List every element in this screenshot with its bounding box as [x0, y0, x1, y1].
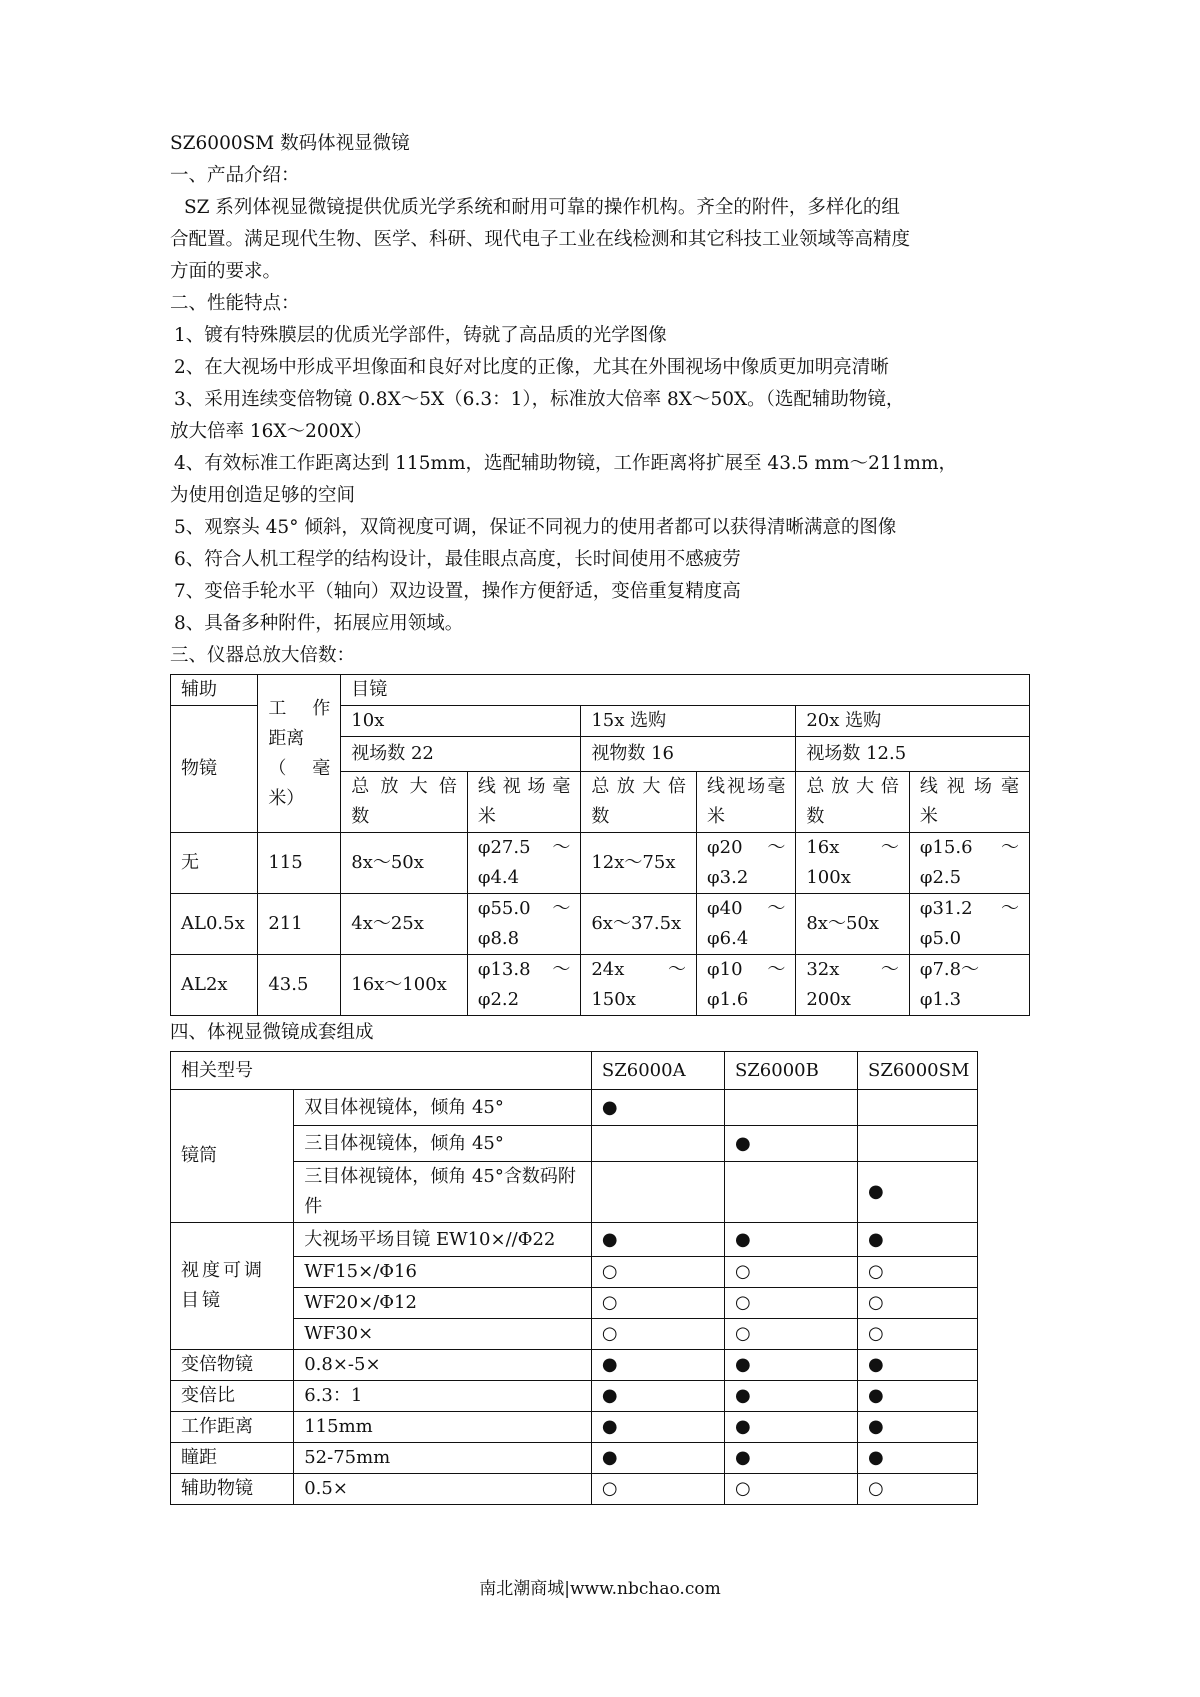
config-item: WF20×/Φ12: [294, 1288, 592, 1319]
document-title: SZ6000SM 数码体视显微镜: [170, 133, 410, 154]
feature-item-continued: 为使用创造足够的空间: [170, 485, 356, 506]
config-mark: ●: [591, 1090, 724, 1126]
linear-field-cell: φ20 ～ φ3.2: [697, 833, 796, 894]
config-item: 115mm: [294, 1412, 592, 1443]
header-working-distance: 工 作 距离 （ 毫 米）: [258, 675, 341, 833]
config-item: 三目体视镜体，倾角 45°: [294, 1126, 592, 1162]
config-mark: [857, 1126, 977, 1162]
config-mark: ●: [591, 1223, 724, 1257]
header-linear-field: 线视场毫 米: [467, 772, 581, 833]
config-rows: [171, 1090, 978, 1505]
intro-line: SZ 系列体视显微镜提供优质光学系统和耐用可靠的操作机构。齐全的附件，多样化的组: [184, 197, 900, 218]
aux-objective-cell: 无: [171, 833, 258, 894]
config-item: 6.3：1: [294, 1381, 592, 1412]
header-aux: 辅助: [171, 675, 258, 706]
header-eyepiece: 目镜: [341, 675, 1030, 706]
config-heading: 四、体视显微镜成套组成: [170, 1022, 374, 1043]
config-group-name: 工作距离: [171, 1412, 294, 1443]
config-group-name: 镜筒: [171, 1090, 294, 1223]
config-mark: ○: [857, 1474, 977, 1505]
config-group-name: 瞳距: [171, 1443, 294, 1474]
header-eyepiece-10x: 10x: [341, 706, 581, 737]
feature-item: 2、在大视场中形成平坦像面和良好对比度的正像，尤其在外围视场中像质更加明亮清晰: [174, 357, 889, 378]
total-mag-cell: 16x ～ 100x: [796, 833, 910, 894]
header-eyepiece-20x: 20x 选购: [796, 706, 1030, 737]
config-mark: ●: [857, 1350, 977, 1381]
linear-field-cell: φ40 ～ φ6.4: [697, 894, 796, 955]
config-mark: ●: [857, 1162, 977, 1223]
intro-line: 合配置。满足现代生物、医学、科研、现代电子工业在线检测和其它科技工业领域等高精度: [170, 229, 911, 250]
feature-item: 3、采用连续变倍物镜 0.8X～5X（6.3：1），标准放大倍率 8X～50X。（选配辅助物镜，: [174, 389, 905, 410]
linear-field-cell: φ15.6 ～ φ2.5: [909, 833, 1029, 894]
config-mark: [724, 1090, 857, 1126]
features-list: [170, 320, 1030, 640]
intro-paragraph: [170, 192, 1030, 288]
feature-item: 6、符合人机工程学的结构设计，最佳眼点高度，长时间使用不感疲劳: [174, 549, 741, 570]
config-item: 52-75mm: [294, 1443, 592, 1474]
header-total-mag: 总放大倍 数: [341, 772, 468, 833]
total-mag-cell: 24x ～ 150x: [581, 955, 697, 1016]
total-mag-cell: 8x～50x: [796, 894, 910, 955]
config-mark: ○: [591, 1288, 724, 1319]
config-mark: ●: [591, 1350, 724, 1381]
feature-item: 7、变倍手轮水平（轴向）双边设置，操作方便舒适，变倍重复精度高: [174, 581, 741, 602]
header-total-mag: 总放大倍 数: [796, 772, 910, 833]
feature-item-continued: 放大倍率 16X～200X）: [170, 421, 373, 442]
config-mark: ○: [724, 1319, 857, 1350]
config-mark: ●: [591, 1412, 724, 1443]
config-mark: ○: [724, 1288, 857, 1319]
header-field-number: 视场数 12.5: [796, 737, 1030, 772]
total-mag-cell: 6x～37.5x: [581, 894, 697, 955]
feature-item: 4、有效标准工作距离达到 115mm，选配辅助物镜，工作距离将扩展至 43.5 mm～211mm，: [174, 453, 957, 474]
config-mark: ○: [857, 1288, 977, 1319]
total-mag-cell: 32x ～ 200x: [796, 955, 910, 1016]
total-mag-cell: 4x～25x: [341, 894, 468, 955]
linear-field-cell: φ31.2 ～ φ5.0: [909, 894, 1029, 955]
config-row: [171, 1443, 978, 1474]
config-mark: ●: [724, 1223, 857, 1257]
magnification-rows: [171, 833, 1030, 1016]
magnification-row: [171, 833, 1030, 894]
config-mark: ●: [724, 1126, 857, 1162]
config-header-model: SZ6000B: [724, 1052, 857, 1090]
config-mark: ●: [724, 1350, 857, 1381]
config-header-model: SZ6000SM: [857, 1052, 977, 1090]
linear-field-cell: φ13.8 ～ φ2.2: [467, 955, 581, 1016]
total-mag-cell: 16x～100x: [341, 955, 468, 1016]
header-linear-field: 线视场毫 米: [697, 772, 796, 833]
config-item: 0.5×: [294, 1474, 592, 1505]
config-header-label: 相关型号: [171, 1052, 592, 1090]
config-mark: ○: [724, 1474, 857, 1505]
config-row: [171, 1381, 978, 1412]
config-group-name: 辅助物镜: [171, 1474, 294, 1505]
config-row: [171, 1090, 978, 1126]
document-page: [170, 128, 1030, 1505]
config-row: [171, 1350, 978, 1381]
config-mark: ●: [724, 1381, 857, 1412]
header-field-number: 视场数 22: [341, 737, 581, 772]
header-total-mag: 总放大倍 数: [581, 772, 697, 833]
config-item: 0.8×-5×: [294, 1350, 592, 1381]
config-mark: ●: [724, 1443, 857, 1474]
config-mark: ●: [591, 1381, 724, 1412]
magnification-heading: 三、仪器总放大倍数：: [170, 645, 356, 666]
magnification-row: [171, 894, 1030, 955]
working-distance-cell: 211: [258, 894, 341, 955]
config-mark: ●: [857, 1412, 977, 1443]
linear-field-cell: φ55.0 ～ φ8.8: [467, 894, 581, 955]
linear-field-cell: φ7.8～φ1.3: [909, 955, 1029, 1016]
config-group-name: 视度可调目镜: [171, 1223, 294, 1350]
config-row: [171, 1474, 978, 1505]
total-mag-cell: 8x～50x: [341, 833, 468, 894]
config-mark: [857, 1090, 977, 1126]
config-item: WF30×: [294, 1319, 592, 1350]
config-mark: ●: [724, 1412, 857, 1443]
config-mark: ○: [591, 1319, 724, 1350]
magnification-table: [170, 674, 1030, 1016]
config-mark: ○: [857, 1319, 977, 1350]
header-eyepiece-15x: 15x 选购: [581, 706, 796, 737]
intro-heading: 一、产品介绍：: [170, 165, 300, 186]
config-item: WF15×/Φ16: [294, 1257, 592, 1288]
feature-item: 8、具备多种附件，拓展应用领域。: [174, 613, 464, 634]
config-mark: ●: [857, 1223, 977, 1257]
config-row: [171, 1223, 978, 1257]
aux-objective-cell: AL0.5x: [171, 894, 258, 955]
working-distance-cell: 43.5: [258, 955, 341, 1016]
config-header-model: SZ6000A: [591, 1052, 724, 1090]
config-mark: ○: [724, 1257, 857, 1288]
header-field-number: 视物数 16: [581, 737, 796, 772]
config-mark: ●: [591, 1443, 724, 1474]
config-mark: ●: [857, 1381, 977, 1412]
linear-field-cell: φ27.5 ～ φ4.4: [467, 833, 581, 894]
config-group-name: 变倍比: [171, 1381, 294, 1412]
header-linear-field: 线视场毫 米: [909, 772, 1029, 833]
aux-objective-cell: AL2x: [171, 955, 258, 1016]
footer-source: 南北潮商城|www.nbchao.com: [479, 1579, 721, 1599]
config-mark: ○: [857, 1257, 977, 1288]
config-row: [171, 1412, 978, 1443]
config-mark: [724, 1162, 857, 1223]
feature-item: 5、观察头 45° 倾斜，双筒视度可调，保证不同视力的使用者都可以获得清晰满意的图像: [174, 517, 897, 538]
total-mag-cell: 12x～75x: [581, 833, 697, 894]
config-mark: ○: [591, 1257, 724, 1288]
config-item: 双目体视镜体，倾角 45°: [294, 1090, 592, 1126]
features-heading: 二、性能特点：: [170, 293, 300, 314]
config-item: 三目体视镜体，倾角 45°含数码附件: [294, 1162, 592, 1223]
feature-item: 1、镀有特殊膜层的优质光学部件，铸就了高品质的光学图像: [174, 325, 667, 346]
config-mark: ●: [857, 1443, 977, 1474]
working-distance-cell: 115: [258, 833, 341, 894]
magnification-row: [171, 955, 1030, 1016]
config-mark: ○: [591, 1474, 724, 1505]
header-objective: 物镜: [171, 706, 258, 833]
config-mark: [591, 1162, 724, 1223]
config-mark: [591, 1126, 724, 1162]
config-item: 大视场平场目镜 EW10×//Φ22: [294, 1223, 592, 1257]
intro-line: 方面的要求。: [170, 261, 282, 282]
config-group-name: 变倍物镜: [171, 1350, 294, 1381]
linear-field-cell: φ10 ～ φ1.6: [697, 955, 796, 1016]
config-table: [170, 1051, 978, 1505]
